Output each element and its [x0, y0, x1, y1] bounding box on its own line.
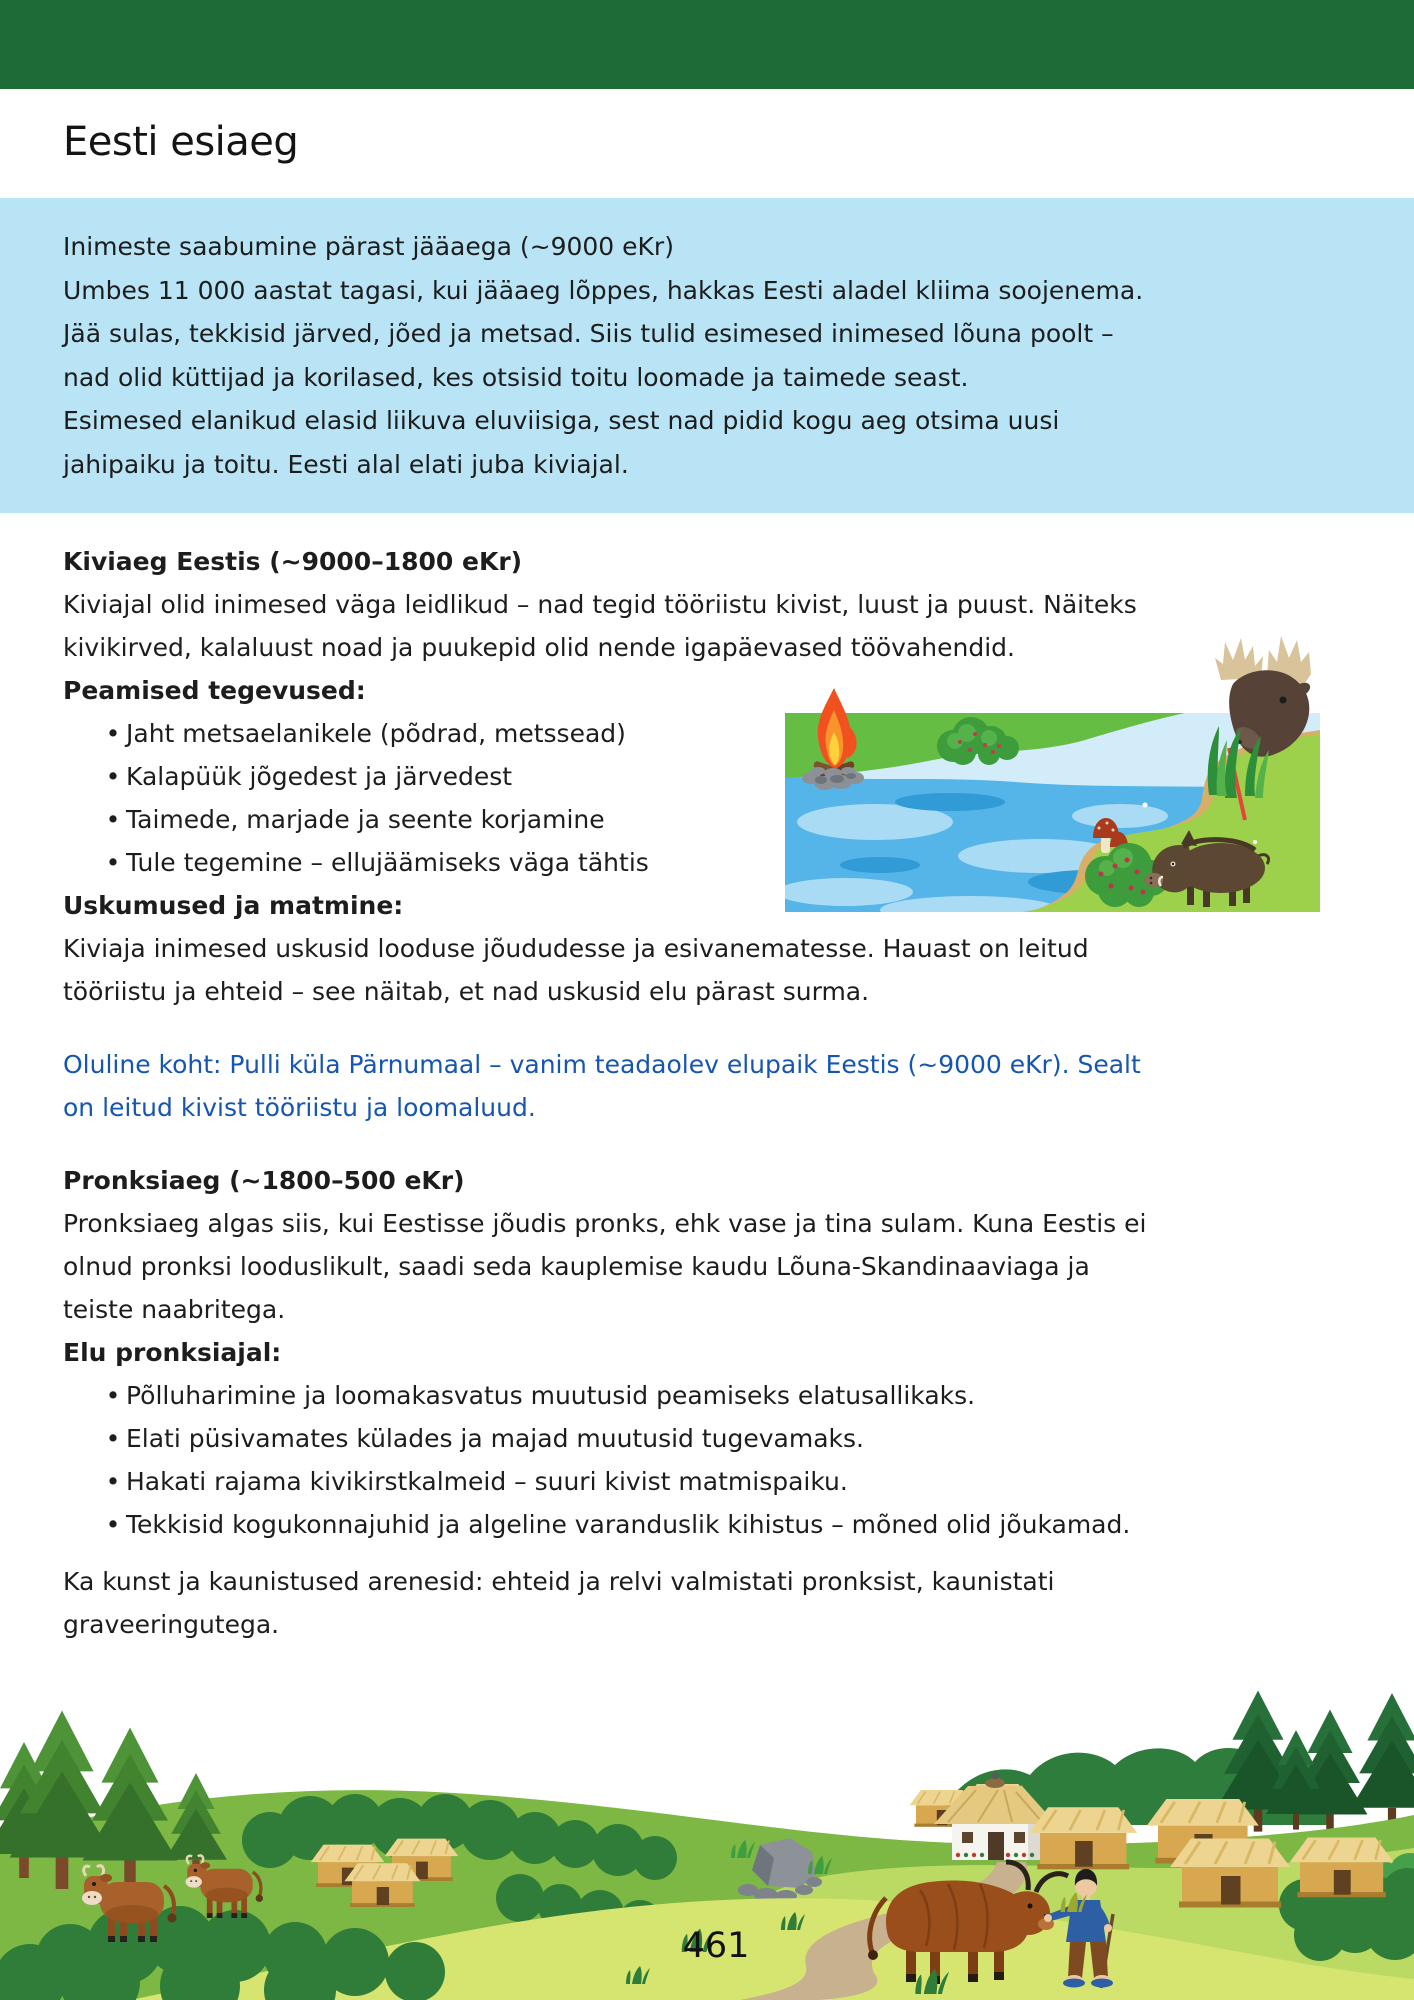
- bronze-outro-line: Ka kunst ja kaunistused arenesid: ehteid ja relvi valmistati pronksist, kaunistati: [63, 1567, 1055, 1596]
- stone-age-heading: Kiviaeg Eestis (~9000–1800 eKr): [63, 547, 523, 576]
- list-item-text: Tekkisid kogukonnajuhid ja algeline varanduslik kihistus – mõned olid jõukamad.: [126, 1510, 1131, 1539]
- bullet-icon: •: [105, 1510, 121, 1539]
- list-item: [63, 1503, 1344, 1546]
- list-item-text: Jaht metsaelanikele (põdrad, metssead): [126, 719, 626, 748]
- intro-line: Esimesed elanikud elasid liikuva eluviisiga, sest nad pidid kogu aeg otsima uusi: [63, 406, 1060, 435]
- page-title: Eesti esiaeg: [63, 119, 299, 165]
- list-item-text: Kalapüük jõgedest ja järvedest: [126, 762, 513, 791]
- stone-age-paragraph-line: Kiviajal olid inimesed väga leidlikud – nad tegid tööriistu kivist, luust ja puust. Näiteks: [63, 590, 1137, 619]
- list-item-text: Põlluharimine ja loomakasvatus muutusid peamiseks elatusallikaks.: [126, 1381, 976, 1410]
- list-item-text: Taimede, marjade ja seente korjamine: [126, 805, 605, 834]
- list-item: [63, 1374, 1344, 1417]
- intro-line: Jää sulas, tekkisid järved, jõed ja metsad. Siis tulid esimesed inimesed lõuna poolt –: [63, 319, 1114, 348]
- list-item: [63, 1417, 1344, 1460]
- bronze-age-heading: Pronksiaeg (~1800–500 eKr): [63, 1166, 465, 1195]
- bronze-life-heading: Elu pronksiajal:: [63, 1338, 282, 1367]
- list-item-text: Tule tegemine – ellujäämiseks väga tähtis: [126, 848, 649, 877]
- list-item-text: Elati püsivamates külades ja majad muutusid tugevamaks.: [126, 1424, 865, 1453]
- bullet-icon: •: [105, 762, 121, 791]
- intro-line: Umbes 11 000 aastat tagasi, kui jääaeg lõppes, hakkas Eesti aladel kliima soojenema.: [63, 275, 1144, 305]
- beliefs-heading: Uskumused ja matmine:: [63, 891, 404, 920]
- bullet-icon: •: [105, 1467, 121, 1496]
- bronze-age-paragraph-line: Pronksiaeg algas siis, kui Eestisse jõudis pronks, ehk vase ja tina sulam. Kuna Eestis ei: [63, 1209, 1147, 1238]
- bronze-outro-line: graveeringutega.: [63, 1610, 280, 1639]
- intro-line: nad olid küttijad ja korilased, kes otsisid toitu loomade ja taimede seast.: [63, 362, 969, 392]
- highlight-note-line: on leitud kivist tööriistu ja loomaluud.: [63, 1093, 536, 1122]
- bronze-age-bullet-list: [63, 1374, 1344, 1546]
- stone-age-paragraph-line: kivikirved, kalaluust noad ja puukepid olid nende igapäevased töövahendid.: [63, 633, 1016, 662]
- bronze-age-paragraph-line: teiste naabritega.: [63, 1295, 286, 1324]
- bullet-icon: •: [105, 1381, 121, 1410]
- beliefs-paragraph-line: Kiviaja inimesed uskusid looduse jõududesse ja esivanematesse. Hauast on leitud: [63, 934, 1089, 963]
- page-number: 461: [682, 1926, 750, 1966]
- bullet-icon: •: [105, 1424, 121, 1453]
- bullet-icon: •: [105, 719, 121, 748]
- intro-box: [0, 198, 1414, 513]
- bronze-age-paragraph-line: olnud pronksi looduslikult, saadi seda kauplemise kaudu Lõuna-Skandinaaviaga ja: [63, 1252, 1090, 1281]
- header-bar: [0, 0, 1414, 89]
- beliefs-paragraph-line: tööriistu ja ehteid – see näitab, et nad uskusid elu pärast surma.: [63, 977, 870, 1006]
- intro-line: Inimeste saabumine pärast jääaega (~9000 eKr): [63, 232, 674, 261]
- bullet-icon: •: [105, 848, 121, 877]
- intro-line: jahipaiku ja toitu. Eesti alal elati juba kiviajal.: [63, 449, 629, 479]
- list-item-text: Hakati rajama kivikirstkalmeid – suuri kivist matmispaiku.: [126, 1467, 848, 1496]
- list-item: [63, 1460, 1344, 1503]
- activities-heading: Peamised tegevused:: [63, 676, 366, 705]
- highlight-note-line: Oluline koht: Pulli küla Pärnumaal – vanim teadaolev elupaik Eestis (~9000 eKr). Sealt: [63, 1050, 1141, 1079]
- lake-scene-illustration: [785, 630, 1320, 912]
- bullet-icon: •: [105, 805, 121, 834]
